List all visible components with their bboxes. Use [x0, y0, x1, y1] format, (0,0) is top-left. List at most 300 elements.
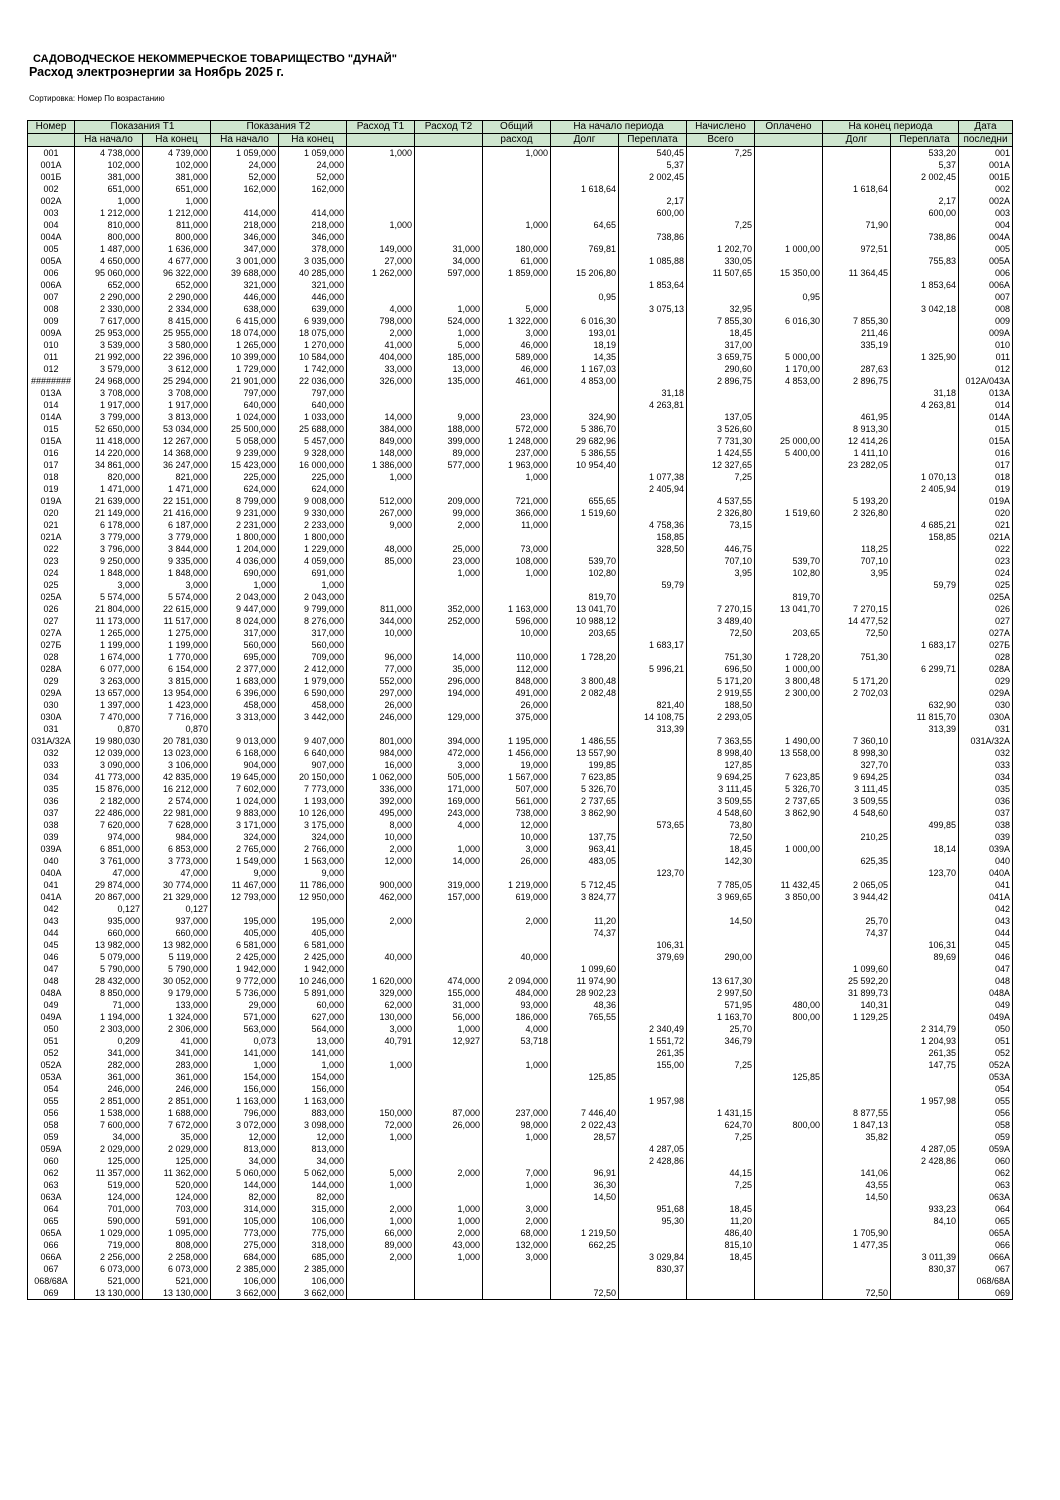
table-cell: [823, 279, 891, 291]
table-cell: 662,25: [551, 1239, 619, 1251]
table-cell: [483, 195, 551, 207]
table-cell: 8 799,000: [211, 495, 279, 507]
table-cell: 027Б: [959, 639, 1013, 651]
table-cell: 1 248,000: [483, 435, 551, 447]
table-cell: [347, 207, 415, 219]
table-cell: 2 231,000: [211, 519, 279, 531]
table-cell: 7,25: [687, 219, 755, 231]
table-cell: [891, 219, 959, 231]
table-row: [28, 1263, 1013, 1275]
table-row: [28, 747, 1013, 759]
table-cell: 446,000: [279, 291, 347, 303]
table-cell: 7 617,000: [75, 315, 143, 327]
table-cell: 36 247,000: [143, 459, 211, 471]
table-row: [28, 1071, 1013, 1083]
table-cell: 9 328,000: [279, 447, 347, 459]
table-cell: 19,000: [483, 759, 551, 771]
table-cell: 3,95: [823, 567, 891, 579]
table-cell: 025: [28, 579, 75, 591]
table-cell: 2 737,65: [551, 795, 619, 807]
table-cell: 067: [28, 1263, 75, 1275]
table-row: [28, 543, 1013, 555]
table-cell: 8 415,000: [143, 315, 211, 327]
table-cell: 048А: [28, 987, 75, 999]
table-cell: [415, 1131, 483, 1143]
table-cell: 3 111,45: [823, 783, 891, 795]
table-cell: 40,000: [483, 951, 551, 963]
table-row: [28, 735, 1013, 747]
table-cell: [687, 939, 755, 951]
table-cell: 039: [28, 831, 75, 843]
table-cell: [755, 639, 823, 651]
table-cell: 28 902,23: [551, 987, 619, 999]
table-cell: 315,000: [279, 1203, 347, 1215]
table-cell: 141,000: [279, 1047, 347, 1059]
table-row: [28, 1239, 1013, 1251]
table-cell: [551, 711, 619, 723]
table-cell: 346,000: [279, 231, 347, 243]
table-cell: 132,000: [483, 1239, 551, 1251]
table-cell: 624,70: [687, 1119, 755, 1131]
table-cell: 1,000: [279, 1059, 347, 1071]
electricity-table: [27, 120, 1013, 1300]
table-cell: [415, 1287, 483, 1300]
table-cell: 8 998,30: [823, 747, 891, 759]
table-cell: [755, 867, 823, 879]
table-cell: [619, 1179, 687, 1191]
table-cell: 1 567,000: [483, 771, 551, 783]
table-row: [28, 351, 1013, 363]
table-cell: 065А: [28, 1227, 75, 1239]
table-cell: 95 060,000: [75, 267, 143, 279]
table-cell: [891, 795, 959, 807]
table-cell: [755, 339, 823, 351]
table-cell: [551, 951, 619, 963]
table-cell: [891, 411, 959, 423]
table-cell: 2 428,86: [891, 1155, 959, 1167]
table-cell: [823, 1059, 891, 1071]
table-cell: [891, 1119, 959, 1131]
table-cell: 3 090,000: [75, 759, 143, 771]
table-cell: 068/68А: [959, 1275, 1013, 1287]
table-row: [28, 795, 1013, 807]
table-cell: 6 396,000: [211, 687, 279, 699]
table-cell: 1 129,25: [823, 1011, 891, 1023]
table-cell: 951,68: [619, 1203, 687, 1215]
table-cell: 6 016,30: [755, 315, 823, 327]
table-cell: [619, 1011, 687, 1023]
table-cell: 472,000: [415, 747, 483, 759]
table-row: [28, 951, 1013, 963]
table-cell: [347, 939, 415, 951]
table-cell: 9 008,000: [279, 495, 347, 507]
table-cell: 1,000: [211, 579, 279, 591]
table-cell: 13 982,000: [75, 939, 143, 951]
table-cell: 7 623,85: [755, 771, 823, 783]
table-cell: [755, 231, 823, 243]
table-cell: [823, 531, 891, 543]
table-cell: [415, 939, 483, 951]
table-cell: 037: [28, 807, 75, 819]
table-cell: 11 432,45: [755, 879, 823, 891]
table-cell: [755, 147, 823, 160]
table-cell: 6 581,000: [211, 939, 279, 951]
table-cell: 2,000: [483, 915, 551, 927]
table-cell: 3 042,18: [891, 303, 959, 315]
table-cell: 77,000: [347, 663, 415, 675]
table-cell: 751,30: [687, 651, 755, 663]
table-cell: 209,000: [415, 495, 483, 507]
table-cell: [551, 663, 619, 675]
table-cell: 6 154,000: [143, 663, 211, 675]
table-cell: 797,000: [279, 387, 347, 399]
table-cell: 313,39: [891, 723, 959, 735]
table-cell: 5,37: [619, 159, 687, 171]
table-cell: [891, 1239, 959, 1251]
table-cell: 218,000: [211, 219, 279, 231]
table-cell: 95,30: [619, 1215, 687, 1227]
table-cell: [483, 531, 551, 543]
table-cell: 3 075,13: [619, 303, 687, 315]
table-cell: 53 034,000: [143, 423, 211, 435]
table-cell: 4 650,000: [75, 255, 143, 267]
table-cell: 512,000: [347, 495, 415, 507]
table-cell: 042: [28, 903, 75, 915]
table-cell: 045: [28, 939, 75, 951]
table-cell: 158,85: [891, 531, 959, 543]
table-cell: [483, 291, 551, 303]
table-cell: 147,75: [891, 1059, 959, 1071]
table-cell: 821,000: [143, 471, 211, 483]
table-cell: [551, 819, 619, 831]
table-cell: 589,000: [483, 351, 551, 363]
table-cell: 015: [959, 423, 1013, 435]
table-cell: 1 957,98: [891, 1095, 959, 1107]
table-cell: [415, 1191, 483, 1203]
table-cell: 23,000: [483, 411, 551, 423]
table-cell: 486,40: [687, 1227, 755, 1239]
table-cell: 5,000: [347, 1167, 415, 1179]
table-cell: 064: [959, 1203, 1013, 1215]
table-cell: 1 477,35: [823, 1239, 891, 1251]
table-cell: 7 270,15: [687, 603, 755, 615]
table-cell: [891, 903, 959, 915]
table-row: [28, 639, 1013, 651]
table-cell: 005: [28, 243, 75, 255]
table-row: [28, 363, 1013, 375]
table-cell: 252,000: [415, 615, 483, 627]
table-cell: [755, 579, 823, 591]
table-cell: [619, 651, 687, 663]
table-cell: [619, 999, 687, 1011]
table-cell: 625,35: [823, 855, 891, 867]
table-cell: 2 425,000: [279, 951, 347, 963]
table-cell: 13 130,000: [75, 1287, 143, 1300]
table-row: [28, 279, 1013, 291]
table-cell: 811,000: [347, 603, 415, 615]
table-cell: 59,79: [619, 579, 687, 591]
table-cell: 012: [959, 363, 1013, 375]
table-cell: 290,60: [687, 363, 755, 375]
table-cell: 324,90: [551, 411, 619, 423]
table-cell: 11 786,000: [279, 879, 347, 891]
table-cell: [415, 927, 483, 939]
table-row: [28, 603, 1013, 615]
table-row: [28, 567, 1013, 579]
table-row: [28, 267, 1013, 279]
table-cell: [891, 423, 959, 435]
table-row: [28, 171, 1013, 183]
table-cell: 11 362,000: [143, 1167, 211, 1179]
table-cell: [755, 1203, 823, 1215]
table-cell: 1,000: [415, 303, 483, 315]
table-cell: 0,127: [75, 903, 143, 915]
table-cell: 638,000: [211, 303, 279, 315]
table-row: [28, 651, 1013, 663]
table-cell: 031: [959, 723, 1013, 735]
table-cell: [755, 1143, 823, 1155]
table-row: [28, 675, 1013, 687]
table-cell: 41,000: [143, 1035, 211, 1047]
table-cell: 624,000: [211, 483, 279, 495]
table-cell: [755, 279, 823, 291]
table-cell: 1 683,17: [619, 639, 687, 651]
table-cell: [755, 1227, 823, 1239]
table-cell: 275,000: [211, 1239, 279, 1251]
table-cell: 540,45: [619, 147, 687, 160]
table-cell: 015: [28, 423, 75, 435]
table-cell: 462,000: [347, 891, 415, 903]
table-cell: 22 151,000: [143, 495, 211, 507]
table-cell: 7,25: [687, 1179, 755, 1191]
table-cell: 53,718: [483, 1035, 551, 1047]
table-cell: 660,000: [143, 927, 211, 939]
table-cell: [415, 1179, 483, 1191]
table-cell: [551, 1059, 619, 1071]
table-cell: [619, 219, 687, 231]
table-cell: 8 276,000: [279, 615, 347, 627]
table-cell: [687, 1263, 755, 1275]
table-cell: 137,75: [551, 831, 619, 843]
table-cell: 014: [959, 399, 1013, 411]
table-cell: 10,000: [483, 627, 551, 639]
table-cell: [347, 195, 415, 207]
table-cell: [347, 1071, 415, 1083]
table-cell: 89,000: [347, 1239, 415, 1251]
table-cell: 283,000: [143, 1059, 211, 1071]
table-cell: 034: [959, 771, 1013, 783]
table-cell: 9,000: [347, 519, 415, 531]
table-cell: 7 855,30: [687, 315, 755, 327]
table-cell: 3 509,55: [687, 795, 755, 807]
table-row: [28, 231, 1013, 243]
table-cell: [347, 483, 415, 495]
table-cell: 1,000: [415, 843, 483, 855]
table-cell: [619, 411, 687, 423]
table-row: [28, 1047, 1013, 1059]
table-cell: [823, 843, 891, 855]
table-cell: 6 851,000: [75, 843, 143, 855]
table-cell: 006А: [959, 279, 1013, 291]
table-cell: 25 500,000: [211, 423, 279, 435]
table-cell: [755, 1179, 823, 1191]
table-cell: 7,25: [687, 1131, 755, 1143]
table-cell: [415, 1155, 483, 1167]
table-cell: 11,20: [551, 915, 619, 927]
table-cell: 3,000: [143, 579, 211, 591]
table-cell: 7 716,000: [143, 711, 211, 723]
table-cell: 2 377,000: [211, 663, 279, 675]
table-cell: 22 615,000: [143, 603, 211, 615]
table-cell: 3 815,000: [143, 675, 211, 687]
table-cell: 73,15: [687, 519, 755, 531]
table-cell: 2 737,65: [755, 795, 823, 807]
col-data: Дата: [959, 121, 1013, 134]
table-cell: [755, 1275, 823, 1287]
table-cell: [687, 1155, 755, 1167]
table-cell: 5 574,000: [75, 591, 143, 603]
table-cell: 7 785,05: [687, 879, 755, 891]
table-cell: 063А: [28, 1191, 75, 1203]
table-cell: 11,000: [483, 519, 551, 531]
table-cell: 066: [959, 1239, 1013, 1251]
table-cell: 001А: [28, 159, 75, 171]
table-cell: 246,000: [75, 1083, 143, 1095]
table-cell: 012: [28, 363, 75, 375]
table-row: [28, 663, 1013, 675]
col-obshiy: Общий: [483, 121, 551, 134]
table-cell: 11,20: [687, 1215, 755, 1227]
table-cell: [619, 1131, 687, 1143]
table-cell: 7 623,85: [551, 771, 619, 783]
table-cell: [415, 951, 483, 963]
table-row: [28, 927, 1013, 939]
table-cell: 3 862,90: [551, 807, 619, 819]
table-cell: 9 231,000: [211, 507, 279, 519]
table-cell: 96,91: [551, 1167, 619, 1179]
table-cell: 144,000: [211, 1179, 279, 1191]
table-row: [28, 1179, 1013, 1191]
table-cell: 014А: [28, 411, 75, 423]
table-cell: 11 517,000: [143, 615, 211, 627]
table-cell: 261,35: [891, 1047, 959, 1059]
table-cell: 719,000: [75, 1239, 143, 1251]
table-cell: 5 790,000: [75, 963, 143, 975]
table-cell: [687, 963, 755, 975]
table-cell: 025: [959, 579, 1013, 591]
table-cell: 1 163,70: [687, 1011, 755, 1023]
table-cell: 3,000: [415, 759, 483, 771]
table-cell: 005А: [959, 255, 1013, 267]
table-cell: 2 412,000: [279, 663, 347, 675]
table-cell: 211,46: [823, 327, 891, 339]
table-cell: [823, 255, 891, 267]
table-cell: 032: [959, 747, 1013, 759]
table-cell: 5 326,70: [551, 783, 619, 795]
table-cell: 5 079,000: [75, 951, 143, 963]
table-cell: 2 896,75: [823, 375, 891, 387]
table-cell: 137,05: [687, 411, 755, 423]
table-row: [28, 435, 1013, 447]
table-cell: 2 385,000: [279, 1263, 347, 1275]
table-cell: [619, 291, 687, 303]
table-cell: 6 077,000: [75, 663, 143, 675]
table-cell: [551, 255, 619, 267]
table-cell: 96,000: [347, 651, 415, 663]
table-cell: 069: [28, 1287, 75, 1300]
table-cell: 052: [959, 1047, 1013, 1059]
table-cell: 237,000: [483, 1107, 551, 1119]
table-cell: 002А: [28, 195, 75, 207]
table-cell: 1 000,00: [755, 243, 823, 255]
table-cell: 144,000: [279, 1179, 347, 1191]
table-row: [28, 1251, 1013, 1263]
table-cell: [891, 963, 959, 975]
table-cell: [891, 615, 959, 627]
table-cell: 124,000: [143, 1191, 211, 1203]
table-cell: [551, 1047, 619, 1059]
table-cell: 002: [28, 183, 75, 195]
table-cell: [891, 291, 959, 303]
table-cell: [619, 879, 687, 891]
table-cell: [551, 543, 619, 555]
table-cell: 0,870: [75, 723, 143, 735]
table-cell: 021А: [959, 531, 1013, 543]
table-cell: 020: [959, 507, 1013, 519]
table-cell: [551, 483, 619, 495]
table-cell: [211, 903, 279, 915]
table-cell: 1 202,70: [687, 243, 755, 255]
table-row: [28, 891, 1013, 903]
table-cell: 36,30: [551, 1179, 619, 1191]
table-cell: 797,000: [211, 387, 279, 399]
table-cell: 324,000: [211, 831, 279, 843]
subcol-t2-start: На начало: [211, 134, 279, 147]
table-cell: 022: [28, 543, 75, 555]
table-cell: 062: [28, 1167, 75, 1179]
table-cell: [619, 1239, 687, 1251]
table-cell: 738,000: [483, 807, 551, 819]
table-cell: 3 263,000: [75, 675, 143, 687]
table-cell: 1,000: [483, 471, 551, 483]
table-cell: 2 896,75: [687, 375, 755, 387]
table-cell: [755, 159, 823, 171]
table-cell: 41 773,000: [75, 771, 143, 783]
table-cell: 5 171,20: [823, 675, 891, 687]
table-cell: [687, 579, 755, 591]
table-cell: 125,000: [143, 1155, 211, 1167]
table-cell: [755, 195, 823, 207]
table-row: [28, 495, 1013, 507]
table-cell: 3 944,42: [823, 891, 891, 903]
table-cell: 2 258,000: [143, 1251, 211, 1263]
table-cell: 10 584,000: [279, 351, 347, 363]
table-cell: 11 815,70: [891, 711, 959, 723]
table-cell: [347, 531, 415, 543]
table-cell: 5 326,70: [755, 783, 823, 795]
table-row: [28, 1131, 1013, 1143]
table-cell: [891, 447, 959, 459]
table-cell: [551, 207, 619, 219]
table-cell: [687, 387, 755, 399]
table-cell: 9 179,000: [143, 987, 211, 999]
table-cell: 3,000: [347, 1023, 415, 1035]
table-cell: [619, 807, 687, 819]
table-cell: 021А: [28, 531, 75, 543]
table-cell: 446,000: [211, 291, 279, 303]
table-cell: 31,000: [415, 243, 483, 255]
table-cell: 040: [28, 855, 75, 867]
